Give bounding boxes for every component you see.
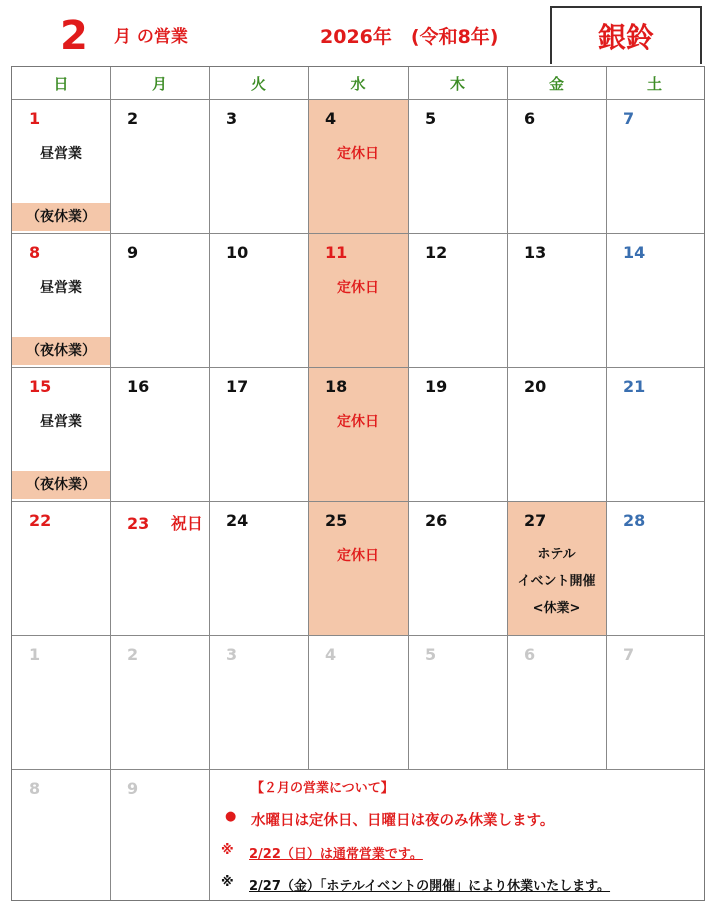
grid-hline bbox=[12, 367, 704, 368]
notice-line-feb22: 2/22（日）は通常営業です。 bbox=[249, 847, 423, 862]
calendar-header bbox=[0, 0, 718, 66]
day-cell bbox=[308, 367, 408, 501]
day-number: 18 bbox=[325, 377, 348, 396]
note-mark-icon: ※ bbox=[221, 875, 234, 890]
closed-day-label: 定休日 bbox=[337, 548, 379, 564]
day-number: 19 bbox=[425, 377, 448, 396]
day-number: 7 bbox=[623, 645, 635, 664]
day-number: 10 bbox=[226, 243, 249, 262]
grid-vline bbox=[507, 67, 508, 769]
night-closed-label: （夜休業） bbox=[12, 337, 110, 365]
day-note: 昼営業 bbox=[40, 414, 82, 430]
day-number: 2 bbox=[127, 645, 139, 664]
day-number: 15 bbox=[29, 377, 52, 396]
month-number: 2 bbox=[60, 13, 88, 59]
day-cell bbox=[12, 769, 110, 900]
day-number: 5 bbox=[425, 109, 437, 128]
day-cell bbox=[408, 233, 507, 367]
day-number: 6 bbox=[524, 109, 536, 128]
day-cell bbox=[12, 367, 110, 501]
day-note: イベント開催 bbox=[517, 574, 596, 589]
grid-hline bbox=[12, 769, 704, 770]
day-cell bbox=[209, 367, 308, 501]
day-number: 3 bbox=[226, 109, 238, 128]
grid-vline bbox=[606, 67, 607, 769]
grid-hline bbox=[12, 501, 704, 502]
day-number: 3 bbox=[226, 645, 238, 664]
day-number: 9 bbox=[127, 243, 139, 262]
day-number: 20 bbox=[524, 377, 547, 396]
weekday-header-0: 日 bbox=[53, 74, 69, 93]
weekday-header-3: 水 bbox=[350, 74, 366, 93]
day-cell bbox=[12, 99, 110, 233]
day-cell bbox=[606, 99, 703, 233]
day-cell bbox=[308, 501, 408, 635]
day-cell bbox=[308, 233, 408, 367]
grid-vline bbox=[408, 67, 409, 769]
day-cell bbox=[12, 233, 110, 367]
month-title: 月 の営業 bbox=[114, 27, 188, 47]
brand-name: 銀鈴 bbox=[597, 21, 654, 54]
day-cell bbox=[110, 501, 209, 635]
day-number: 2 bbox=[127, 109, 139, 128]
notice-line-closed-days: 水曜日は定休日、日曜日は夜のみ休業します。 bbox=[251, 813, 555, 829]
day-number: 8 bbox=[29, 779, 41, 798]
grid-hline bbox=[12, 99, 704, 100]
day-number: 13 bbox=[524, 243, 547, 262]
day-cell bbox=[308, 99, 408, 233]
day-cell bbox=[606, 367, 703, 501]
grid-hline bbox=[12, 233, 704, 234]
day-number: 27 bbox=[524, 511, 547, 530]
day-number: 4 bbox=[325, 109, 337, 128]
weekday-header-5: 金 bbox=[548, 74, 564, 93]
day-number: 24 bbox=[226, 511, 249, 530]
day-cell bbox=[507, 635, 606, 769]
day-number: 7 bbox=[623, 109, 635, 128]
day-cell bbox=[507, 99, 606, 233]
day-note: ホテル bbox=[537, 547, 576, 562]
day-cell bbox=[110, 367, 209, 501]
day-number: 9 bbox=[127, 779, 139, 798]
notice-line-feb27: 2/27（金）「ホテルイベントの開催」により休業いたします。 bbox=[249, 879, 611, 894]
notice-title: 【２月の営業について】 bbox=[251, 781, 394, 796]
notice-panel bbox=[209, 769, 703, 900]
day-cell bbox=[308, 635, 408, 769]
bullet-icon: ● bbox=[225, 809, 237, 824]
weekday-header-2: 火 bbox=[250, 74, 266, 93]
day-cell bbox=[110, 233, 209, 367]
day-cell bbox=[12, 501, 110, 635]
weekday-header-1: 月 bbox=[151, 74, 167, 93]
day-number: 6 bbox=[524, 645, 536, 664]
day-cell bbox=[110, 99, 209, 233]
year-label: 2026年 (令和8年) bbox=[320, 26, 499, 48]
weekday-header-6: 土 bbox=[646, 74, 662, 93]
day-note: <休業> bbox=[532, 601, 581, 616]
day-number: 25 bbox=[325, 511, 348, 530]
day-number: 1 bbox=[29, 109, 41, 128]
day-cell bbox=[507, 233, 606, 367]
day-cell bbox=[408, 501, 507, 635]
grid-vline bbox=[209, 67, 210, 900]
grid-vline bbox=[308, 67, 309, 769]
day-number: 23 祝日 bbox=[127, 514, 203, 533]
day-number: 12 bbox=[425, 243, 448, 262]
day-cell bbox=[209, 99, 308, 233]
day-number: 17 bbox=[226, 377, 249, 396]
day-number: 22 bbox=[29, 511, 52, 530]
night-closed-label: （夜休業） bbox=[12, 203, 110, 231]
day-cell bbox=[507, 367, 606, 501]
day-number: 4 bbox=[325, 645, 337, 664]
weekday-header-4: 木 bbox=[449, 74, 465, 93]
closed-day-label: 定休日 bbox=[337, 414, 379, 430]
day-cell bbox=[606, 635, 703, 769]
day-cell bbox=[408, 635, 507, 769]
day-cell bbox=[408, 99, 507, 233]
day-cell bbox=[507, 501, 606, 635]
note-mark-icon: ※ bbox=[221, 843, 234, 858]
day-note: 昼営業 bbox=[40, 146, 82, 162]
day-number: 26 bbox=[425, 511, 448, 530]
grid-hline bbox=[12, 635, 704, 636]
day-cell bbox=[209, 233, 308, 367]
day-cell bbox=[110, 769, 209, 900]
day-cell bbox=[606, 501, 703, 635]
day-cell bbox=[606, 233, 703, 367]
closed-day-label: 定休日 bbox=[337, 280, 379, 296]
day-cell bbox=[408, 367, 507, 501]
calendar-grid bbox=[11, 66, 705, 901]
day-number: 5 bbox=[425, 645, 437, 664]
grid-vline bbox=[110, 67, 111, 900]
day-note: 昼営業 bbox=[40, 280, 82, 296]
day-cell bbox=[110, 635, 209, 769]
day-number: 16 bbox=[127, 377, 150, 396]
day-number: 1 bbox=[29, 645, 41, 664]
day-cell bbox=[209, 501, 308, 635]
day-number: 28 bbox=[623, 511, 646, 530]
day-number: 8 bbox=[29, 243, 41, 262]
night-closed-label: （夜休業） bbox=[12, 471, 110, 499]
day-number: 14 bbox=[623, 243, 646, 262]
closed-day-label: 定休日 bbox=[337, 146, 379, 162]
day-cell bbox=[12, 635, 110, 769]
day-number: 11 bbox=[325, 243, 348, 262]
day-cell bbox=[209, 635, 308, 769]
day-number: 21 bbox=[623, 377, 646, 396]
brand-box bbox=[550, 6, 702, 64]
